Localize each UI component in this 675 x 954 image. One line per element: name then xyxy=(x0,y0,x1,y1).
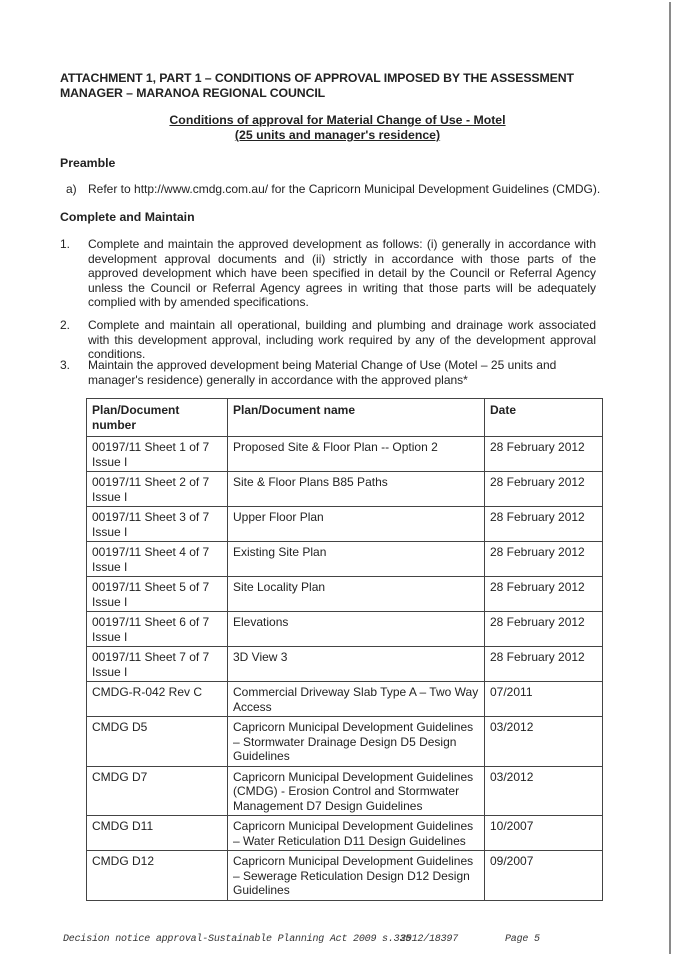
plan-number-cell: CMDG D5 xyxy=(87,717,228,767)
plan-number-cell: 00197/11 Sheet 5 of 7 Issue I xyxy=(87,577,228,612)
plan-number-cell: 00197/11 Sheet 4 of 7 Issue I xyxy=(87,542,228,577)
plan-number-cell: CMDG D11 xyxy=(87,816,228,851)
plan-name-cell: Upper Floor Plan xyxy=(228,507,485,542)
plan-name-cell: Existing Site Plan xyxy=(228,542,485,577)
condition-1-number: 1. xyxy=(60,237,71,251)
plan-number-cell: CMDG D7 xyxy=(87,766,228,816)
table-row xyxy=(87,577,603,612)
plan-date-cell: 28 February 2012 xyxy=(485,647,603,682)
plan-name-cell: Elevations xyxy=(228,612,485,647)
table-row xyxy=(87,717,603,767)
scan-edge-line xyxy=(669,2,671,954)
condition-1-text: Complete and maintain the approved development as follows: (i) generally in accordance with development approval documents and (ii) strictly in accordance with those parts of the approved development which have been specified in detail by the Council or Referral Agency unless the Council or Referral Agency agrees in writing that those parts will be adequately complied with by amended specifications. xyxy=(88,237,596,310)
plan-date-cell: 09/2007 xyxy=(485,851,603,901)
section-complete-maintain-title: Complete and Maintain xyxy=(60,210,195,224)
plan-date-cell: 28 February 2012 xyxy=(485,542,603,577)
plan-date-cell: 28 February 2012 xyxy=(485,612,603,647)
footer-page-number: Page 5 xyxy=(505,934,540,945)
condition-3-number: 3. xyxy=(60,358,71,372)
footer-reference: 2012/18397 xyxy=(400,934,459,945)
header-date: Date xyxy=(485,399,603,437)
plan-name-cell: 3D View 3 xyxy=(228,647,485,682)
plan-date-cell: 07/2011 xyxy=(485,682,603,717)
header-plan-number: Plan/Document number xyxy=(87,399,228,437)
plan-name-cell: Capricorn Municipal Development Guidelines (CMDG) - Erosion Control and Stormwater Management D7 Design Guidelines xyxy=(228,766,485,816)
attachment-heading: ATTACHMENT 1, PART 1 – CONDITIONS OF APPROVAL IMPOSED BY THE ASSESSMENT MANAGER – MARANOA REGIONAL COUNCIL xyxy=(60,71,574,100)
plan-number-cell: 00197/11 Sheet 2 of 7 Issue I xyxy=(87,472,228,507)
table-row xyxy=(87,472,603,507)
section-preamble-title: Preamble xyxy=(60,156,116,170)
plan-number-cell: 00197/11 Sheet 3 of 7 Issue I xyxy=(87,507,228,542)
plan-date-cell: 03/2012 xyxy=(485,717,603,767)
plan-date-cell: 28 February 2012 xyxy=(485,577,603,612)
plan-date-cell: 03/2012 xyxy=(485,766,603,816)
table-row xyxy=(87,647,603,682)
table-row xyxy=(87,766,603,816)
plan-date-cell: 10/2007 xyxy=(485,816,603,851)
footer-title: Decision notice approval-Sustainable Planning Act 2009 s.335 xyxy=(63,934,412,945)
plan-date-cell: 28 February 2012 xyxy=(485,437,603,472)
plan-number-cell: CMDG D12 xyxy=(87,851,228,901)
plan-date-cell: 28 February 2012 xyxy=(485,507,603,542)
plan-name-cell: Capricorn Municipal Development Guidelines – Stormwater Drainage Design D5 Design Guidelines xyxy=(228,717,485,767)
plan-number-cell: CMDG-R-042 Rev C xyxy=(87,682,228,717)
table-row xyxy=(87,851,603,901)
subtitle-line-2: (25 units and manager's residence) xyxy=(234,128,441,142)
condition-2-text: Complete and maintain all operational, building and plumbing and drainage work associated with this development approval, including work required by any of the development approval conditions. xyxy=(88,318,596,362)
plan-name-cell: Capricorn Municipal Development Guidelines – Water Reticulation D11 Design Guidelines xyxy=(228,816,485,851)
table-row xyxy=(87,612,603,647)
table-row xyxy=(87,437,603,472)
condition-3-text: Maintain the approved development being Material Change of Use (Motel – 25 units and manager's residence) generally in accordance with the approved plans* xyxy=(88,358,557,387)
preamble-item-label: a) xyxy=(66,182,77,196)
preamble-item-text: Refer to http://www.cmdg.com.au/ for the Capricorn Municipal Development Guidelines (CMDG). xyxy=(88,182,601,196)
header-plan-name: Plan/Document name xyxy=(228,399,485,437)
condition-2-number: 2. xyxy=(60,318,71,332)
subtitle-line-1: Conditions of approval for Material Change of Use - Motel xyxy=(169,113,506,127)
plan-date-cell: 28 February 2012 xyxy=(485,472,603,507)
table-row xyxy=(87,542,603,577)
plan-name-cell: Commercial Driveway Slab Type A – Two Way Access xyxy=(228,682,485,717)
table-row xyxy=(87,682,603,717)
approved-plans-table xyxy=(86,398,603,901)
plan-name-cell: Site Locality Plan xyxy=(228,577,485,612)
table-row xyxy=(87,507,603,542)
plan-name-cell: Capricorn Municipal Development Guidelines – Sewerage Reticulation Design D12 Design Guidelines xyxy=(228,851,485,901)
plan-number-cell: 00197/11 Sheet 6 of 7 Issue I xyxy=(87,612,228,647)
table-row xyxy=(87,816,603,851)
table-header-row xyxy=(87,399,603,437)
plan-number-cell: 00197/11 Sheet 7 of 7 Issue I xyxy=(87,647,228,682)
plan-number-cell: 00197/11 Sheet 1 of 7 Issue I xyxy=(87,437,228,472)
plan-name-cell: Proposed Site & Floor Plan -- Option 2 xyxy=(228,437,485,472)
conditions-subtitle xyxy=(0,113,675,143)
plan-name-cell: Site & Floor Plans B85 Paths xyxy=(228,472,485,507)
